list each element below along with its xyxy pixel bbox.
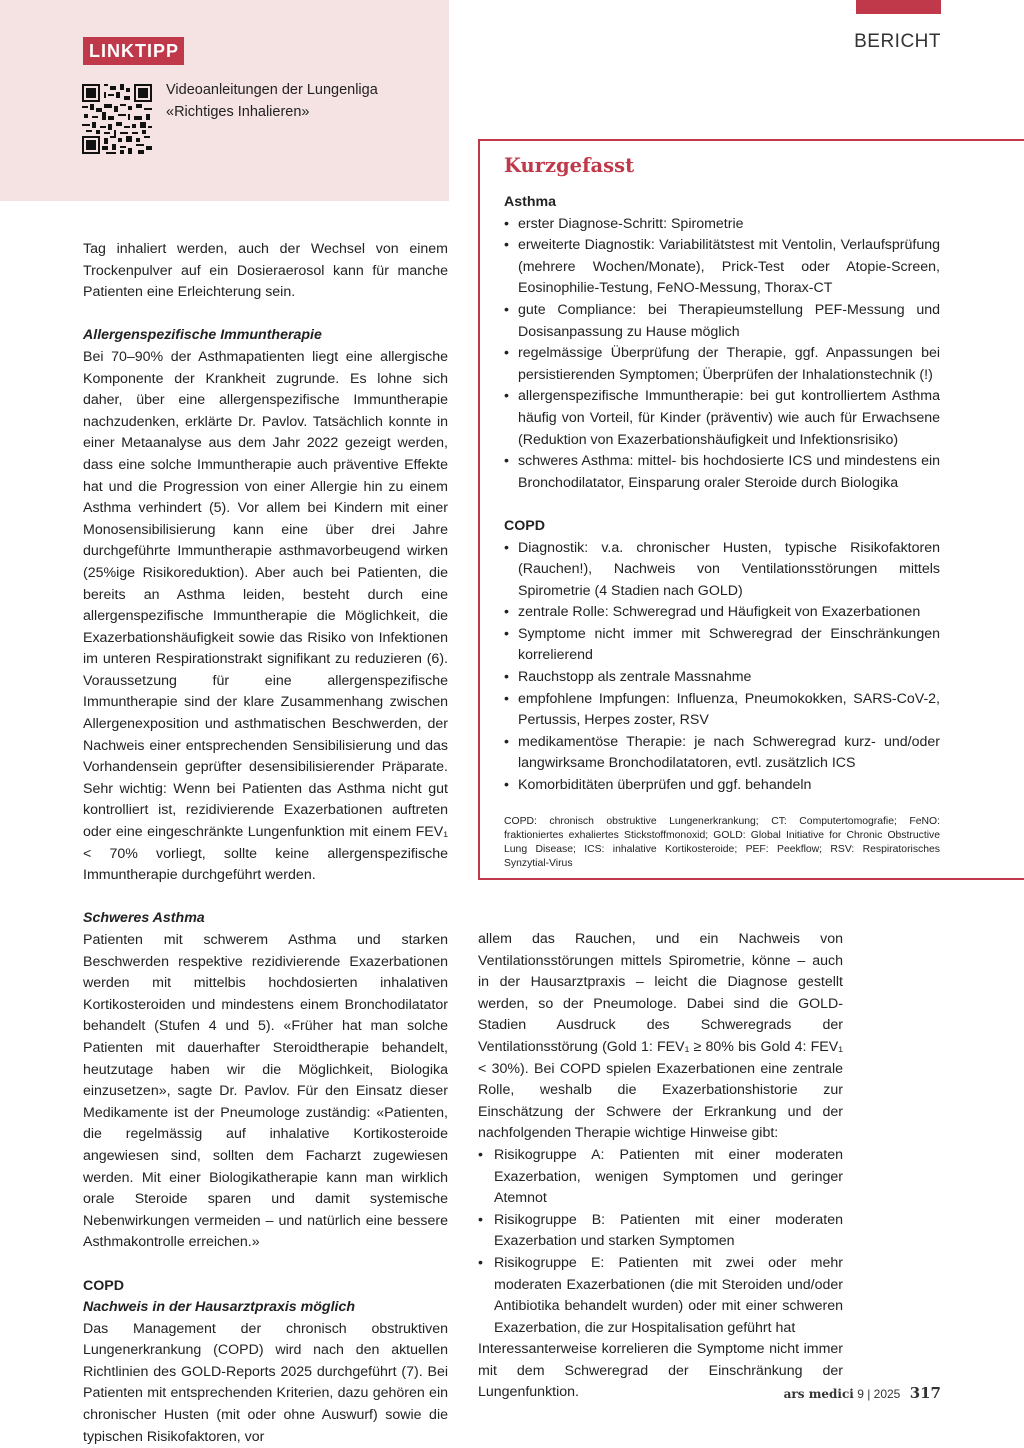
- copd-heading: COPD: [83, 1277, 124, 1294]
- list-item: • zentrale Rolle: Schweregrad und Häufigkeit von Exazerbationen: [504, 602, 940, 624]
- section-label: BERICHT: [854, 31, 941, 52]
- kurzgefasst-content: [504, 152, 940, 881]
- right-paragraph-1: allem das Rauchen, und ein Nachweis von Ventilationsstörungen mittels Spirometrie, könne – auch in der Hausarztpraxis – leicht die Diagnose gestellt werden, so der Pneumologe. Dabei sind die GOLD-Stadien Ausdruck des Schweregrads der Ventilationsstörung (Gold 1: FEV₁ ≥ 80% bis Gold 4: FEV₁ < 30%). Bei COPD spielen Exazerbationen eine zentrale Rolle, weshalb die Exazerbationshistorie zur Einschätzung der Schwere der Erkrankung und der nachfolgenden Therapie wichtige Hinweise gibt:: [478, 931, 843, 1142]
- kurzgefasst-copd-heading: COPD: [504, 517, 545, 534]
- list-item: • erweiterte Diagnostik: Variabilitätstest mit Ventolin, Verlaufsprüfung (mehrere Wochen/Monate), Prick-Test oder Atopie-Screen, Eosinophilie-Testung, FeNO-Messung, Thorax-CT: [504, 235, 940, 300]
- list-item: • empfohlene Impfungen: Influenza, Pneumokokken, SARS-CoV-2, Pertussis, Herpes zoster, RSV: [504, 689, 940, 732]
- abbreviations-note: COPD: chronisch obstruktive Lungenerkrankung; CT: Computertomografie; FeNO: fraktioniertes exhaliertes Stickstoffmonoxid; GOLD: Global Initiative for Chronic Obstructive Lung Disease; ICS: inhalative Kortikosteroide; PEF: Peekflow; RSV: Respiratorisches Synzytial-Virus: [504, 815, 940, 869]
- copd-paragraph: Das Management der chronisch obstruktiven Lungenerkrankung (COPD) wird nach den aktuellen Richtlinien des GOLD-Reports 2025 durchgeführt (7). Bei Patienten mit entsprechenden Kriterien, dazu gehören ein chronischer Husten (mit oder ohne Auswurf) sowie die typischen Risikofaktoren, vor: [83, 1320, 448, 1445]
- list-item: • Symptome nicht immer mit Schweregrad der Einschränkungen korrelierend: [504, 624, 940, 667]
- linktipp-tag: LINKTIPP: [83, 37, 184, 65]
- kurzgefasst-asthma-list: [504, 214, 940, 495]
- list-item: • Rauchstopp als zentrale Massnahme: [504, 667, 940, 689]
- issue-number: 9 | 2025: [857, 1387, 901, 1401]
- right-column: [478, 929, 843, 1404]
- list-item: • Risikogruppe B: Patienten mit einer moderaten Exazerbation und starken Symptomen: [478, 1210, 843, 1253]
- linktipp-box: [0, 0, 449, 201]
- list-item: • schweres Asthma: mittel- bis hochdosierte ICS und mindestens ein Bronchodilatator, Einsparung oraler Steroide durch Biologika: [504, 451, 940, 494]
- page-number: 317: [909, 1384, 941, 1402]
- left-column: [83, 239, 448, 1448]
- right-paragraph-2: Interessanterweise korrelieren die Symptome nicht immer mit dem Schweregrad der Einschränkung der Lungenfunktion.: [478, 1341, 843, 1401]
- list-item: • Risikogruppe E: Patienten mit zwei oder mehr moderaten Exazerbationen (die mit Steroiden und/oder Antibiotika behandelt wurden) oder mit einer schweren Exazerbation, die zur Hospitalisation geführt hat: [478, 1253, 843, 1339]
- header-accent-bar: [856, 0, 941, 14]
- copd-subheading: Nachweis in der Hausarztpraxis möglich: [83, 1299, 356, 1316]
- list-item: • Komorbiditäten überprüfen und ggf. behandeln: [504, 775, 940, 797]
- intro-paragraph: Tag inhaliert werden, auch der Wechsel von einem Trockenpulver auf ein Dosieraerosol kann für manche Patienten eine Erleichterung sein.: [83, 241, 448, 301]
- linktipp-text[interactable]: [166, 79, 378, 123]
- kurzgefasst-title: Kurzgefasst: [504, 154, 635, 177]
- list-item: • gute Compliance: bei Therapieumstellung PEF-Messung und Dosisanpassung zu Hause möglich: [504, 300, 940, 343]
- severe-asthma-paragraph: Patienten mit schwerem Asthma und starken Beschwerden respektive rezidivierende Exazerbationen werden mit mittelbis hochdosierten inhalativen Kortikosteroiden und mindestens einem Bronchodilatator behandelt (Stufen 4 und 5). «Früher hat man solche Patienten mit dauerhafter Steroidtherapie behandelt, heutzutage haben wir die Möglichkeit, Biologika einzusetzen», sagte Dr. Pavlov. Für den Einsatz dieser Medikamente ist der Pneumologe zuständig: «Patienten, die regelmässig auf inhalative Kortikosteroide angewiesen sind, sollten dem Facharzt zugewiesen werden. Mit einer Biologikatherapie kann man wirklich orale Steroide sparen und damit systemische Nebenwirkungen vermeiden – und natürlich eine bessere Asthmakontrolle erreichen.»: [83, 932, 448, 1251]
- list-item: • allergenspezifische Immuntherapie: bei gut kontrolliertem Asthma häufig von Vorteil, für Kinder (präventiv) wie auch für Erwachsene (Reduktion von Exazerbationshäufigkeit und Infektionsrisiko): [504, 386, 940, 451]
- list-item: • medikamentöse Therapie: je nach Schweregrad kurz- und/oder langwirksame Bronchodilatatoren, evtl. zusätzlich ICS: [504, 732, 940, 775]
- ait-heading: Allergenspezifische Immuntherapie: [83, 327, 322, 344]
- linktipp-line-2: «Richtiges Inhalieren»: [166, 104, 310, 120]
- ait-paragraph: Bei 70–90% der Asthmapatienten liegt eine allergische Komponente der Krankheit zugrunde. Es lohne sich daher, über eine allergenspezifische Immuntherapie nachzudenken, erklärte Dr. Pavlov. Tatsächlich konnte in einer Metaanalyse aus dem Jahr 2022 gezeigt werden, dass eine solche Immuntherapie auch präventive Effekte hat und die Progression von einer Allergie hin zu einem Asthma verhindert (5). Vor allem bei Kindern mit einer Monosensibilisierung kann eine über drei Jahre durchgeführte Immuntherapie asthmavorbeugend wirken (25%ige Risikoreduktion). Aber auch bei Patienten, die bereits an Asthma leiden, besteht durch eine allergenspezifische Immuntherapie die Möglichkeit, die Exazerbationshäufigkeit sowie das Risiko von Infektionen im unteren Respirationstrakt signifikant zu reduzieren (6). Voraussetzung für eine allergenspezifische Immuntherapie sind der klare Zusammenhang zwischen Allergenexposition und asthmatischen Beschwerden, der Nachweis einer entsprechenden Sensibilisierung und das Vorhandensein geprüfter desensibilisierender Präparate. Sehr wichtig: Wenn bei Patienten das Asthma nicht gut kontrolliert ist, rezidivierende Exazerbationen auftreten oder eine eingeschränkte Lungenfunktion mit einem FEV₁ < 70% vorliegt, sollte keine allergenspezifische Immuntherapie durchgeführt werden.: [83, 348, 448, 884]
- page-footer: [700, 1384, 941, 1402]
- list-item: • Risikogruppe A: Patienten mit einer moderaten Exazerbation, wenigen Symptomen und geringer Atemnot: [478, 1145, 843, 1210]
- list-item: • erster Diagnose-Schritt: Spirometrie: [504, 214, 940, 236]
- kurzgefasst-asthma-heading: Asthma: [504, 194, 557, 210]
- linktipp-line-1: Videoanleitungen der Lungenliga: [166, 82, 378, 98]
- kurzgefasst-copd-list: [504, 538, 940, 797]
- list-item: • Diagnostik: v.a. chronischer Husten, typische Risikofaktoren (Rauchen!), Nachweis von Ventilationsstörungen mittels Spirometrie (4 Stadien nach GOLD): [504, 538, 940, 603]
- qr-code-icon[interactable]: [82, 84, 152, 154]
- journal-name: ars medici: [783, 1387, 854, 1401]
- risk-group-list: [478, 1145, 843, 1339]
- severe-asthma-heading: Schweres Asthma: [83, 910, 205, 927]
- list-item: • regelmässige Überprüfung der Therapie, ggf. Anpassungen bei persistierenden Symptomen; Überprüfen der Inhalationstechnik (!): [504, 343, 940, 386]
